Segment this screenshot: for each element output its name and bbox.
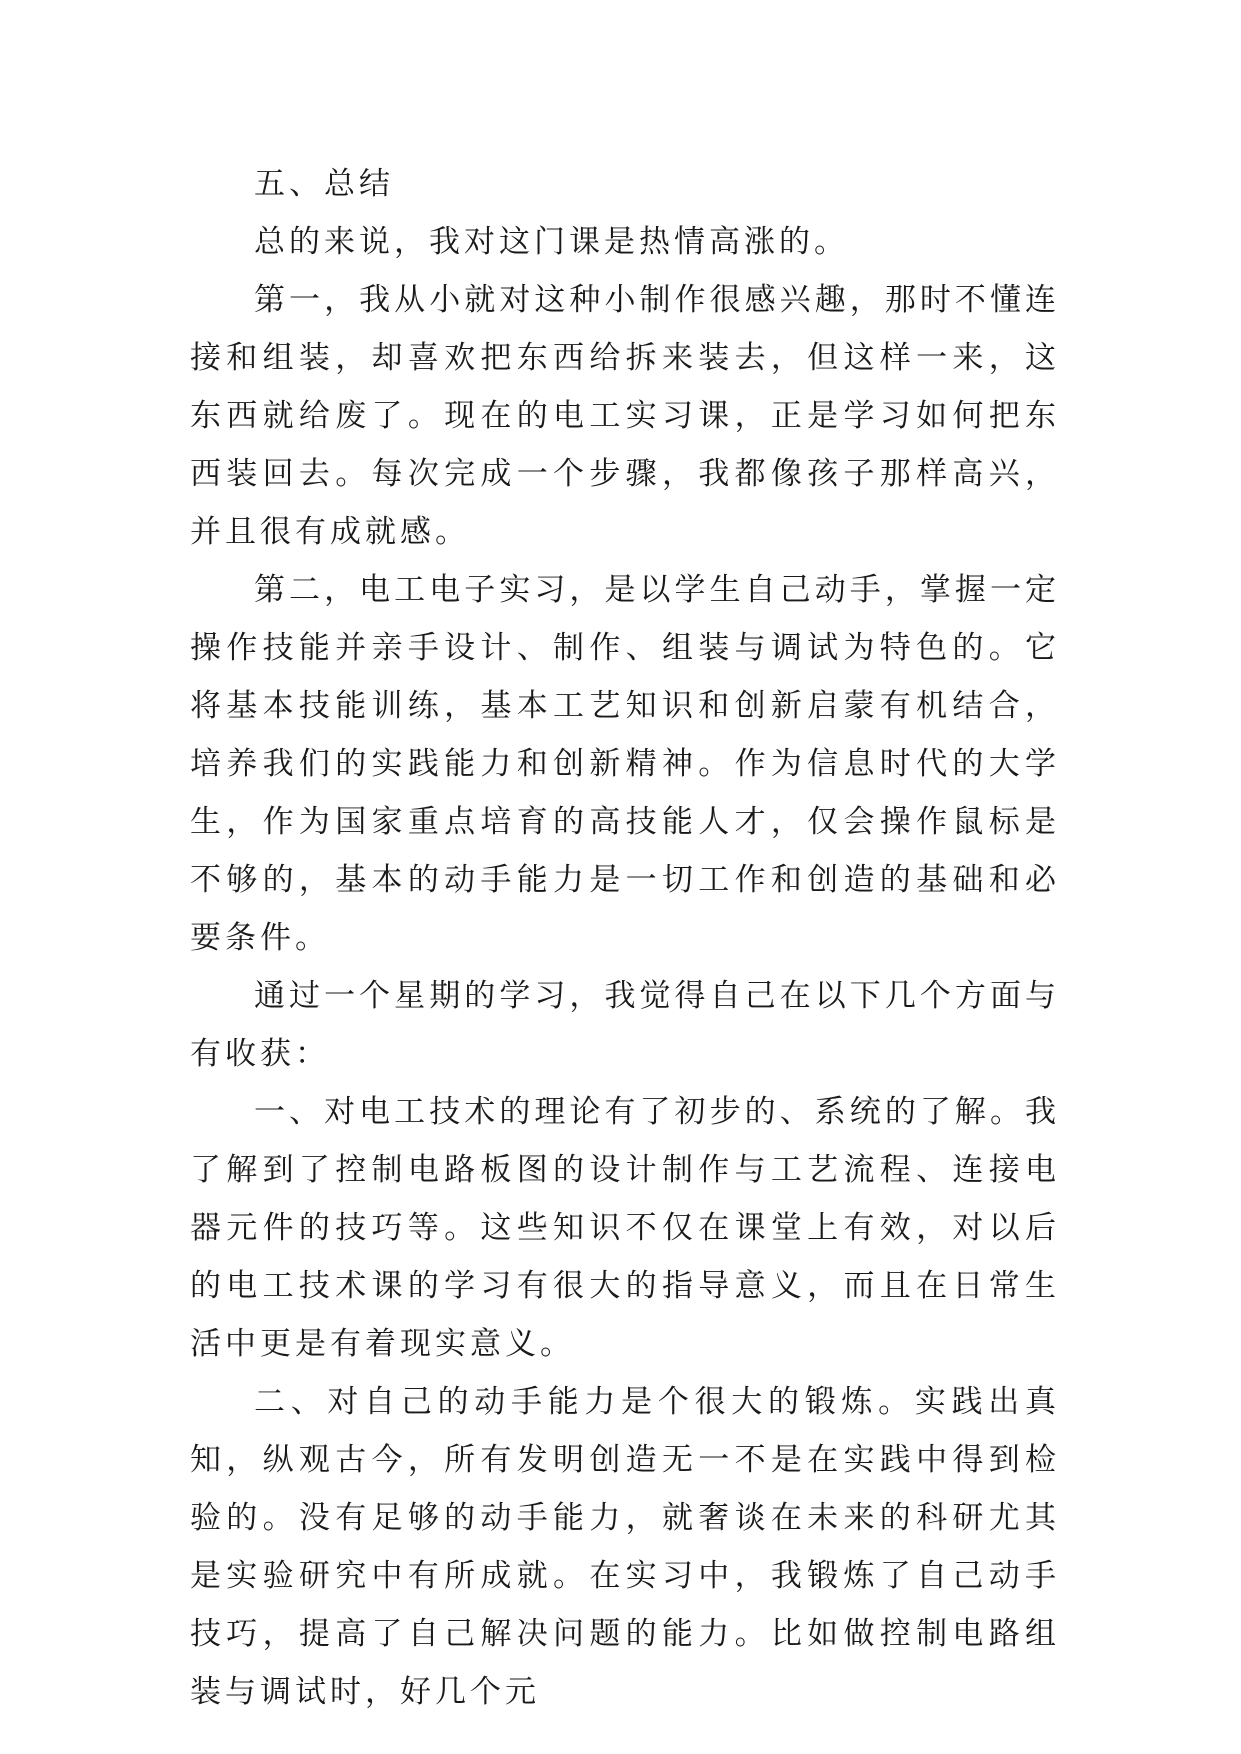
section-heading: 五、总结	[254, 166, 394, 202]
paragraph-second-point: 第二，电工电子实习，是以学生自己动手，掌握一定操作技能并亲手设计、制作、组装与调试为特色的。它将基本技能训练，基本工艺知识和创新启蒙有机结合，培养我们的实践能力和创新精神。作为信息时代的大学生，作为国家重点培育的高技能人才，仅会操作鼠标是不够的，基本的动手能力是一切工作和创造的基础和必要条件。	[190, 572, 1060, 956]
paragraph-gain-two: 二、对自己的动手能力是个很大的锻炼。实践出真知，纵观古今，所有发明创造无一不是在实践中得到检验的。没有足够的动手能力，就奢谈在未来的科研尤其是实验研究中有所成就。在实习中，我锻炼了自己动手技巧，提高了自己解决问题的能力。比如做控制电路组装与调试时，好几个元	[190, 1384, 1060, 1710]
paragraph-gains-intro: 通过一个星期的学习，我觉得自己在以下几个方面与有收获：	[190, 978, 1060, 1072]
document-body	[190, 155, 1060, 1721]
paragraph-summary: 总的来说，我对这门课是热情高涨的。	[254, 224, 849, 260]
paragraph-first-point: 第一，我从小就对这种小制作很感兴趣，那时不懂连接和组装，却喜欢把东西给拆来装去，但这样一来，这东西就给废了。现在的电工实习课，正是学习如何把东西装回去。每次完成一个步骤，我都像孩子那样高兴，并且很有成就感。	[190, 282, 1060, 550]
paragraph-gain-one: 一、对电工技术的理论有了初步的、系统的了解。我了解到了控制电路板图的设计制作与工艺流程、连接电器元件的技巧等。这些知识不仅在课堂上有效，对以后的电工技术课的学习有很大的指导意义，而且在日常生活中更是有着现实意义。	[190, 1094, 1060, 1362]
